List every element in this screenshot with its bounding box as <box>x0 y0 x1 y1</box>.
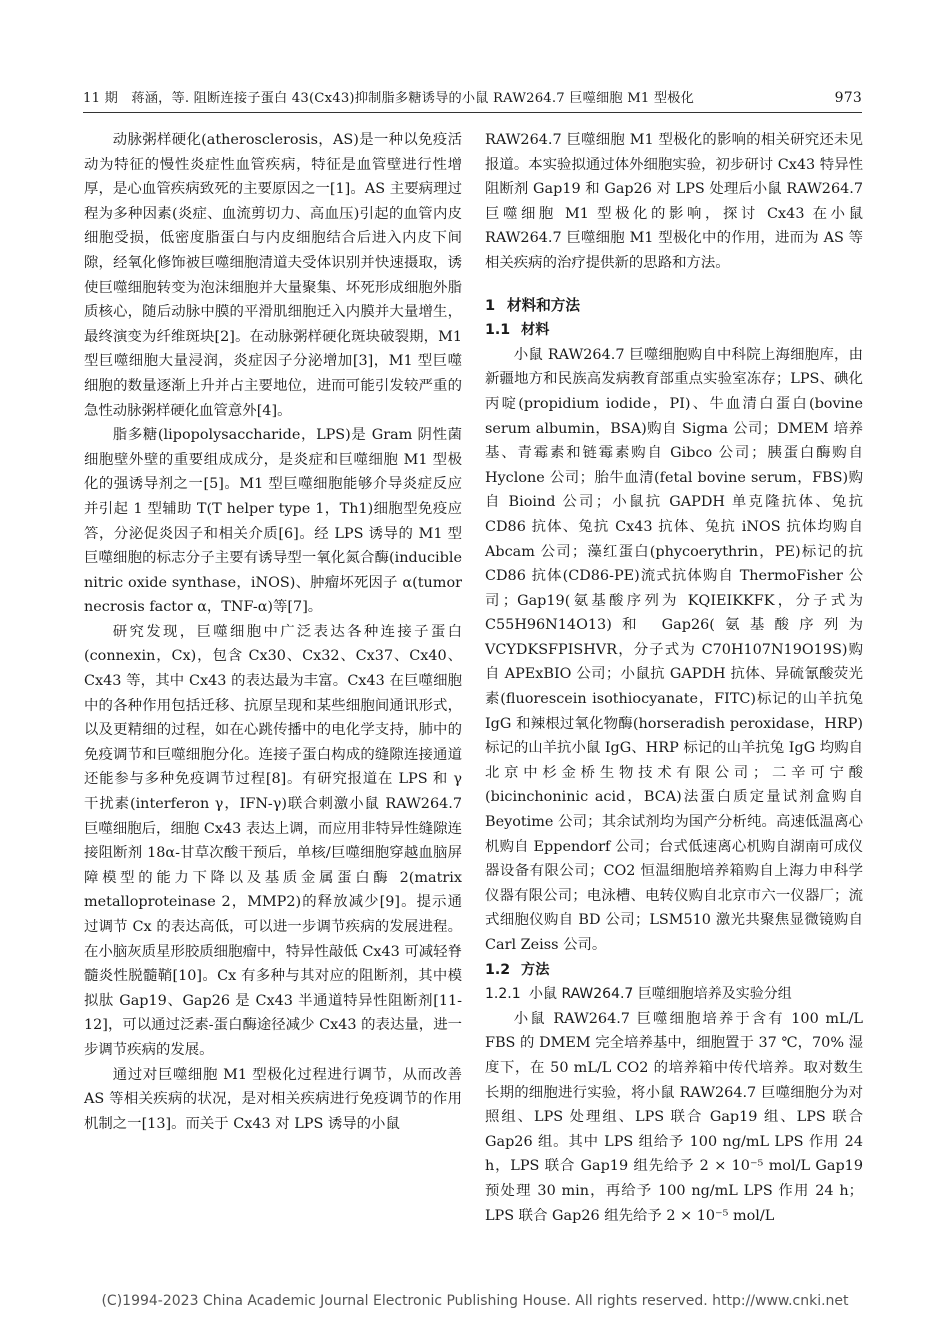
section-heading-1-2 <box>485 958 863 983</box>
header-citation: 11 期 蒋涵，等. 阻断连接子蛋白 43(Cx43)抑制脂多糖诱导的小鼠 RAW264.7 巨噬细胞 M1 型极化 <box>83 91 695 106</box>
intro-paragraph-4-continued: RAW264.7 巨噬细胞 M1 型极化的影响的相关研究还未见报道。本实验拟通过体外细胞实验，初步研讨 Cx43 特异性阻断剂 Gap19 和 Gap26 对 LPS 处理后小鼠 RAW264.7 巨噬细胞 M1 型极化的影响，探讨 Cx43 在小鼠 RAW264.7 巨噬细胞 M1 型极化中的作用，进而为 AS 等相关疾病的治疗提供新的思路和方法。 <box>485 132 863 271</box>
section-heading-1-1 <box>485 318 863 343</box>
section-heading-1 <box>485 294 863 319</box>
section-heading-1-2-1 <box>485 982 863 1007</box>
right-column <box>485 128 863 1228</box>
section-title: 小鼠 RAW264.7 巨噬细胞培养及实验分组 <box>529 986 792 1003</box>
section-title: 方法 <box>521 961 550 978</box>
methods-paragraph: 小鼠 RAW264.7 巨噬细胞培养于含有 100 mL/L FBS 的 DMEM 完全培养基中，细胞置于 37 ℃，70% 湿度下，在 50 mL/L CO2 的培养箱中传代培养。取对数生长期的细胞进行实验，将小鼠 RAW264.7 巨噬细胞分为对照组、LPS 处理组、LPS 联合 Gap19 组、LPS 联合 Gap26 组。其中 LPS 组给予 100 ng/mL LPS 作用 24 h，LPS 联合 Gap19 组先给予 2 × 10⁻⁵ mol/L Gap19 预处理 30 min，再给予 100 ng/mL LPS 作用 24 h；LPS 联合 Gap26 组先给予 2 × 10⁻⁵ mol/L <box>485 1010 863 1224</box>
materials-paragraph: 小鼠 RAW264.7 巨噬细胞购自中科院上海细胞库，由新疆地方和民族高发病教育部重点实验室冻存；LPS、碘化丙啶(propidium iodide，PI)、牛血清白蛋白(bovine serum albumin，BSA)购自 Sigma 公司；DMEM 培养基、青霉素和链霉素购自 Gibco 公司；胰蛋白酶购自 Hyclone 公司；胎牛血清(fetal bovine serum，FBS)购自 Bioind 公司；小鼠抗 GAPDH 单克隆抗体、兔抗 CD86 抗体、兔抗 Cx43 抗体、兔抗 iNOS 抗体均购自 Abcam 公司；藻红蛋白(phycoerythrin，PE)标记的抗 CD86 抗体(CD86-PE)流式抗体购自 ThermoFisher 公司；Gap19(氨基酸序列为 KQIEIKKFK，分子式为 C55H96N14O13)和 Gap26(氨基酸序列为 VCYDKSFPISHVR，分子式为 C70H107N19O19S)购自 APExBIO 公司；小鼠抗 GAPDH 抗体、异硫氰酸荧光素(fluorescein isothiocyanate，FITC)标记的山羊抗兔 IgG 和辣根过氧化物酶(horseradish peroxidase，HRP)标记的山羊抗小鼠 IgG、HRP 标记的山羊抗兔 IgG 均购自北京中杉金桥生物技术有限公司；二辛可宁酸(bicinchoninic acid，BCA)法蛋白质定量试剂盒购自 Beyotime 公司；其余试剂均为国产分析纯。高速低温离心机购自 Eppendorf 公司；台式低速离心机购自湖南可成仪器设备有限公司；CO2 恒温细胞培养箱购自上海力申科学仪器有限公司；电泳槽、电转仪购自北京市六一仪器厂；流式细胞仪购自 BD 公司；LSM510 激光共聚焦显微镜购自 Carl Zeiss 公司。 <box>485 346 863 953</box>
section-title: 材料和方法 <box>507 296 580 314</box>
section-number: 1.1 <box>485 322 511 339</box>
running-header <box>83 86 862 113</box>
left-column <box>84 128 462 1136</box>
intro-paragraph-3: 研究发现，巨噬细胞中广泛表达各种连接子蛋白(connexin，Cx)，包含 Cx30、Cx32、Cx37、Cx40、Cx43 等，其中 Cx43 的表达最为丰富。Cx43 在巨噬细胞中的各种作用包括迁移、抗原呈现和某些细胞间通讯形式，以及更精细的过程，如在心跳传播中的电化学支持，肺中的免疫调节和巨噬细胞分化。连接子蛋白构成的缝隙连接通道还能参与多种免疫调节过程[8]。有研究报道在 LPS 和 γ 干扰素(interferon γ，IFN-γ)联合刺激小鼠 RAW264.7 巨噬细胞后，细胞 Cx43 表达上调，而应用非特异性缝隙连接阻断剂 18α-甘草次酸干预后，单核/巨噬细胞穿越血脑屏障模型的能力下降以及基质金属蛋白酶 2(matrix metalloproteinase 2，MMP2)的释放减少[9]。提示通过调节 Cx 的表达高低，可以进一步调节疾病的发展进程。在小脑灰质星形胶质细胞瘤中，特异性敲低 Cx43 可减轻脊髓炎性脱髓鞘[10]。Cx 有多种与其对应的阻断剂，其中模拟肽 Gap19、Gap26 是 Cx43 半通道特异性阻断剂[11-12]，可以通过泛素-蛋白酶途径减少 Cx43 的表达量，进一步调节疾病的发展。 <box>84 623 462 1058</box>
intro-paragraph-2: 脂多糖(lipopolysaccharide，LPS)是 Gram 阴性菌细胞壁外壁的重要组成成分，是炎症和巨噬细胞 M1 型极化的强诱导剂之一[5]。M1 型巨噬细胞能够介导炎症反应并引起 1 型辅助 T(T helper type 1，Th1)细胞型免疫应答，分泌促炎因子和相关介质[6]。经 LPS 诱导的 M1 型巨噬细胞的标志分子主要有诱导型一氧化氮合酶(inducible nitric oxide synthase，iNOS)、肿瘤坏死因子 α(tumor necrosis factor α，TNF-α)等[7]。 <box>84 427 462 616</box>
intro-paragraph-1: 动脉粥样硬化(atherosclerosis，AS)是一种以免疫活动为特征的慢性炎症性血管疾病，特征是血管壁进行性增厚，是心血管疾病致死的主要原因之一[1]。AS 主要病理过程为多种因素(炎症、血流剪切力、高血压)引起的血管内皮细胞受损，低密度脂蛋白与内皮细胞结合后进入内皮下间隙，经氧化修饰被巨噬细胞清道夫受体识别并快速摄取，诱使巨噬细胞转变为泡沫细胞并大量聚集、坏死形成细胞外脂质核心，随后动脉中膜的平滑肌细胞迁入内膜并大量增生，最终演变为纤维斑块[2]。在动脉粥样硬化斑块破裂期，M1 型巨噬细胞大量浸润，炎症因子分泌增加[3]，M1 型巨噬细胞的数量逐渐上升并占主要地位，进而可能引发较严重的急性动脉粥样硬化血管意外[4]。 <box>84 132 462 419</box>
copyright-footer: (C)1994-2023 China Academic Journal Electronic Publishing House. All rights reserved. http://www.cnki.net <box>101 1293 849 1309</box>
page-number: 973 <box>834 90 862 106</box>
section-number: 1 <box>485 296 496 314</box>
section-number: 1.2 <box>485 961 511 978</box>
intro-paragraph-4: 通过对巨噬细胞 M1 型极化过程进行调节，从而改善 AS 等相关疾病的状况，是对相关疾病进行免疫调节的作用机制之一[13]。而关于 Cx43 对 LPS 诱导的小鼠 <box>84 1066 462 1132</box>
section-title: 材料 <box>521 322 550 339</box>
section-number: 1.2.1 <box>485 986 521 1003</box>
